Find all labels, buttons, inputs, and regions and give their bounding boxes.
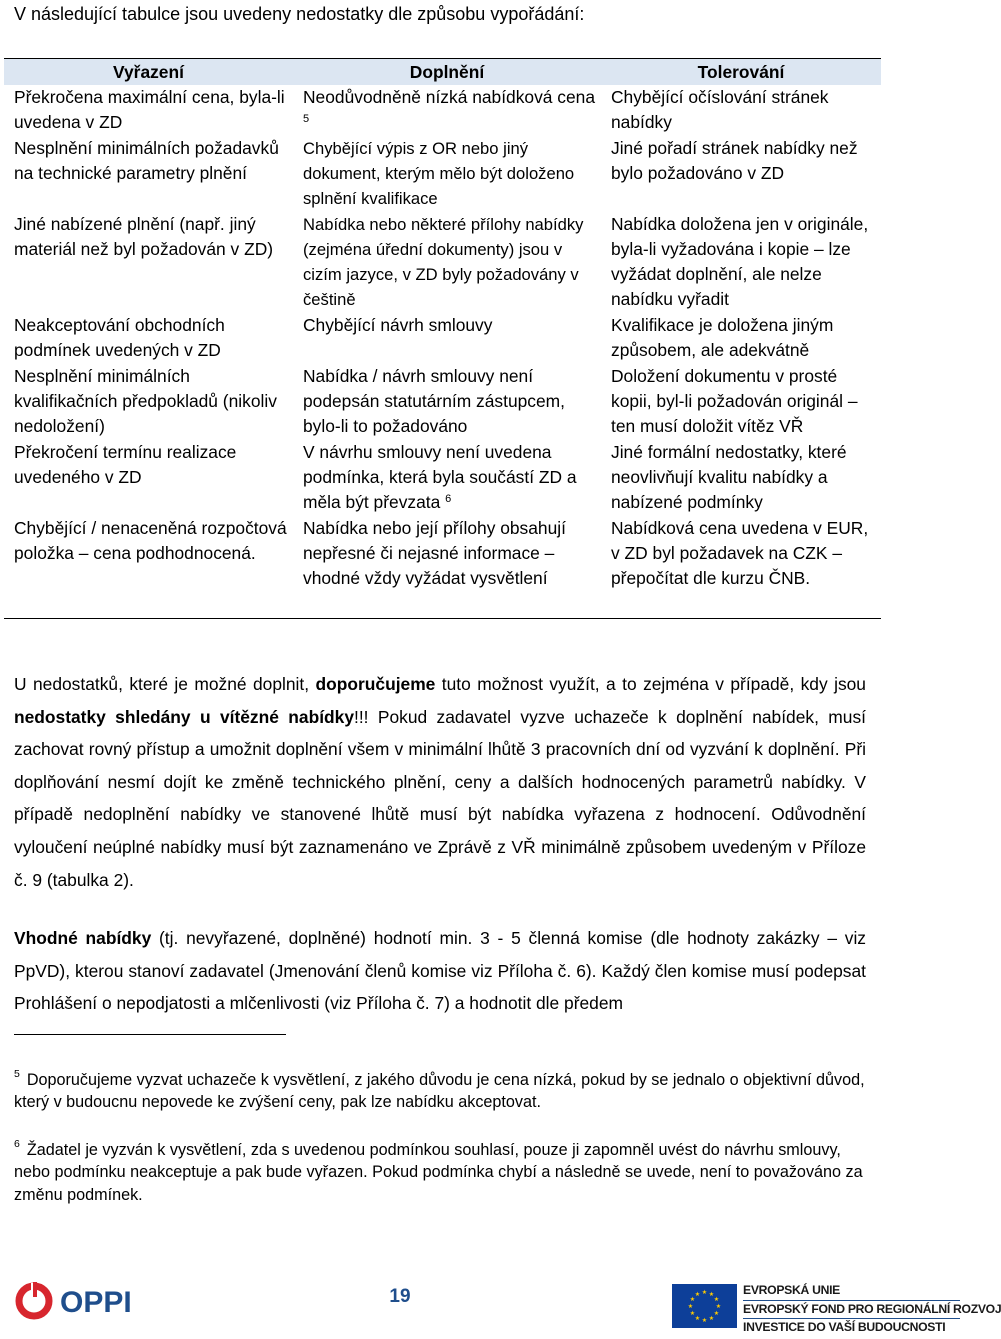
footnote-6: [14, 1139, 874, 1206]
svg-text:★: ★: [694, 1291, 701, 1298]
footnote-text: Doporučujeme vyzvat uchazeče k vysvětlení, z jakého důvodu je cena nízká, pokud by se jednalo o objektivní důvod, který v budoucnu nepovede ke zvýšení ceny, pak lze nabídku akceptovat.: [14, 1071, 865, 1112]
table-cell: Jiné pořadí stránek nabídky než bylo požadováno v ZD: [611, 138, 858, 183]
paragraph-text: (tj. nevyřazené, doplněné) hodnotí min. 3 - 5 členná komise (dle hodnoty zakázky – viz PpVD), kterou stanoví zadavatel (Jmenování členů komise viz Příloha č. 6). Každý člen komise musí podepsat Prohlášení o nepodjatosti a mlčenlivosti (viz Příloha č. 7) a hodnotit dle předem: [14, 928, 867, 1014]
table-row: [4, 364, 881, 440]
table-cell: Nabídka / návrh smlouvy není podepsán statutárním zástupcem, bylo-li to požadováno: [303, 366, 565, 436]
table-cell: Nabídková cena uvedena v EUR, v ZD byl požadavek na CZK – přepočítat dle kurzu ČNB.: [601, 516, 881, 619]
table-row: [4, 136, 881, 212]
paragraph-completion: [14, 668, 866, 896]
table-header-row: [4, 59, 881, 86]
table-cell: Nabídka nebo její přílohy obsahují nepřesné či nejasné informace – vhodné vždy vyžádat vysvětlení: [293, 516, 601, 619]
deficiency-table: [4, 58, 881, 619]
eu-flag-icon: [672, 1284, 737, 1328]
table-cell: [293, 85, 601, 136]
table-cell: Chybějící výpis z OR nebo jiný dokument, kterým mělo být doloženo splnění kvalifikace: [303, 139, 575, 208]
table-row: [4, 313, 881, 364]
oppi-logo: [14, 1277, 164, 1325]
table-cell: Jiné nabízené plnění (např. jiný materiál než byl požadován v ZD): [14, 214, 274, 259]
header-exclusion: Vyřazení: [4, 59, 293, 86]
table-row: [4, 212, 881, 313]
table-cell: Chybějící / nenaceněná rozpočtová položka – cena podhodnocená.: [4, 516, 293, 619]
paragraph-emphasis: doporučujeme: [315, 674, 436, 694]
oppi-logo-graphic: [14, 1277, 164, 1325]
svg-text:★: ★: [713, 1310, 720, 1317]
svg-text:★: ★: [701, 1317, 708, 1324]
table-cell: Překročení termínu realizace uvedeného v ZD: [14, 442, 237, 487]
svg-text:★: ★: [708, 1315, 715, 1322]
table-cell: Nesplnění minimálních kvalifikačních předpokladů (nikoliv nedoložení): [14, 366, 277, 436]
header-tolerance: Tolerování: [601, 59, 881, 86]
footnote-text: Žadatel je vyzván k vysvětlení, zda s uvedenou podmínkou souhlasí, pouze ji zapomněl uvést do návrhu smlouvy, nebo podmínku neakceptuje a pak bude vyřazen. Pokud podmínka chybí a následně se uvede, není to považováno za změnu podmínek.: [14, 1141, 863, 1204]
table-cell: Překročena maximální cena, byla-li uvedena v ZD: [14, 87, 285, 132]
paragraph-text: !!! Pokud zadavatel vyzve uchazeče k doplnění nabídek, musí zachovat rovný přístup a umožnit doplnění všem v minimální lhůtě 3 pracovních dní od vyzvání k doplnění. Při doplňování nesmí dojít ke změně technického plnění, ceny a dalších hodnocených parametrů nabídky. V případě nedoplnění nabídky ve stanovené lhůtě musí být nabídka vyřazena z hodnocení. Odůvodnění vyloučení neúplné nabídky musí být zaznamenáno ve Zprávě z VŘ minimálně způsobem uvedeným v Příloze č. 9 (tabulka 2).: [14, 706, 866, 890]
svg-text:★: ★: [694, 1315, 701, 1322]
paragraph-emphasis: nedostatky shledány u vítězné nabídky: [14, 706, 354, 727]
table-row: [4, 440, 881, 516]
footnote-number: 6: [14, 1138, 20, 1150]
svg-text:★: ★: [701, 1289, 708, 1296]
table-cell: Chybějící návrh smlouvy: [303, 315, 493, 335]
svg-text:★: ★: [715, 1303, 722, 1310]
svg-text:★: ★: [689, 1310, 696, 1317]
paragraph-text: tuto možnost využít, a to zejména v případě, kdy jsou: [435, 674, 866, 694]
svg-text:★: ★: [713, 1296, 720, 1303]
table-cell: Nabídka nebo některé přílohy nabídky (zejména úřední dokumenty) jsou v cizím jazyce, v ZD byly požadovány v češtině: [303, 215, 584, 309]
table-cell: [293, 440, 601, 516]
paragraph-text: U nedostatků, které je možné doplnit,: [14, 674, 316, 694]
table-cell: Doložení dokumentu v prosté kopii, byl-li požadován originál – ten musí doložit vítěz VŘ: [611, 366, 858, 436]
header-completion: Doplnění: [293, 59, 601, 86]
svg-text:★: ★: [689, 1296, 696, 1303]
eu-line: INVESTICE DO VAŠÍ BUDOUCNOSTI: [743, 1318, 960, 1337]
table-cell: Nesplnění minimálních požadavků na technické parametry plnění: [14, 138, 279, 183]
svg-text:★: ★: [708, 1291, 715, 1298]
footnote-number: 5: [14, 1068, 20, 1080]
eu-funding-text: [743, 1282, 1001, 1337]
table-row: [4, 85, 881, 136]
table-cell: Neakceptování obchodních podmínek uvedených v ZD: [14, 315, 225, 360]
table-cell: Kvalifikace je doložena jiným způsobem, ale adekvátně: [611, 315, 834, 360]
eu-line: EVROPSKÁ UNIE: [743, 1283, 841, 1297]
footnote-divider: [14, 1034, 286, 1035]
page-number: 19: [389, 1286, 411, 1307]
svg-text:★: ★: [687, 1303, 694, 1310]
table-cell: Nabídka doložena jen v originále, byla-li vyžadována i kopie – lze vyžádat doplnění, ale nelze nabídku vyřadit: [611, 214, 869, 309]
paragraph-evaluation: [14, 922, 866, 1020]
table-cell: Chybějící očíslování stránek nabídky: [611, 87, 829, 132]
footnote-ref: 5: [303, 113, 310, 125]
intro-text: V následující tabulce jsou uvedeny nedostatky dle způsobu vypořádání:: [14, 4, 585, 24]
cell-text: V návrhu smlouvy není uvedena podmínka, která byla součástí ZD a měla být převzata: [303, 442, 577, 512]
eu-line: EVROPSKÝ FOND PRO REGIONÁLNÍ ROZVOJ: [743, 1300, 960, 1319]
logo-text: OPPI: [60, 1286, 132, 1319]
paragraph-emphasis: Vhodné nabídky: [14, 928, 152, 948]
table-row: [4, 516, 881, 619]
footnote-ref: 6: [445, 493, 452, 505]
footnote-5: [14, 1069, 874, 1114]
table-cell: Jiné formální nedostatky, které neovlivňují kvalitu nabídky a nabízené podmínky: [611, 442, 847, 512]
cell-text: Neodůvodněně nízká nabídková cena: [303, 87, 595, 107]
